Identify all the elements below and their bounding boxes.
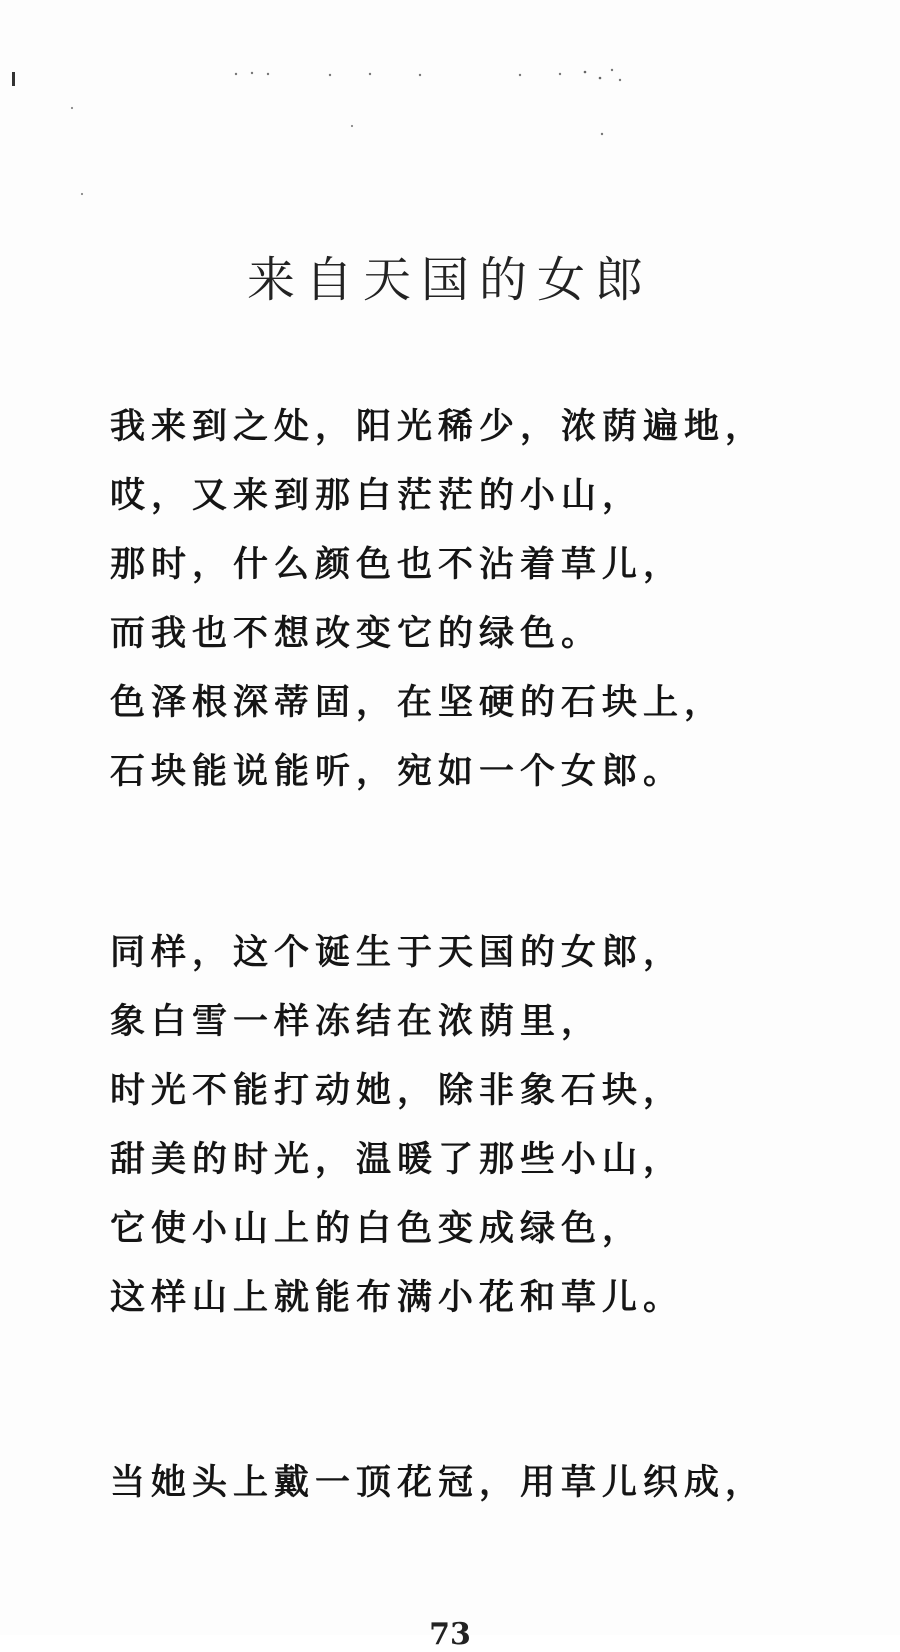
stanza-2 — [110, 918, 870, 1332]
poem-line: 而我也不想改变它的绿色。 — [110, 613, 603, 654]
poem-title: 来自天国的女郎 — [246, 252, 653, 308]
poem-line: 石块能说能听，宛如一个女郎。 — [110, 751, 685, 792]
poem-line: 这样山上就能布满小花和草儿。 — [110, 1277, 685, 1318]
poem-line: 象白雪一样冻结在浓荫里， — [110, 1001, 603, 1042]
scan-specks — [0, 0, 900, 220]
poem-line: 甜美的时光，温暖了那些小山， — [110, 1139, 685, 1180]
poem-line: 时光不能打动她，除非象石块， — [110, 1070, 685, 1111]
page-number: 73 — [429, 1617, 471, 1652]
stanza-3 — [110, 1448, 870, 1517]
stanza-1 — [110, 392, 870, 806]
poem-line: 它使小山上的白色变成绿色， — [110, 1208, 644, 1249]
poem-line: 那时，什么颜色也不沾着草儿， — [110, 544, 685, 585]
poem-line: 当她头上戴一顶花冠，用草儿织成， — [110, 1462, 767, 1503]
poem-line: 色泽根深蒂固，在坚硬的石块上， — [110, 682, 726, 723]
poem-line: 哎，又来到那白茫茫的小山， — [110, 475, 644, 516]
poem-line: 我来到之处，阳光稀少，浓荫遍地， — [110, 406, 767, 447]
poem-line: 同样，这个诞生于天国的女郎， — [110, 932, 685, 973]
